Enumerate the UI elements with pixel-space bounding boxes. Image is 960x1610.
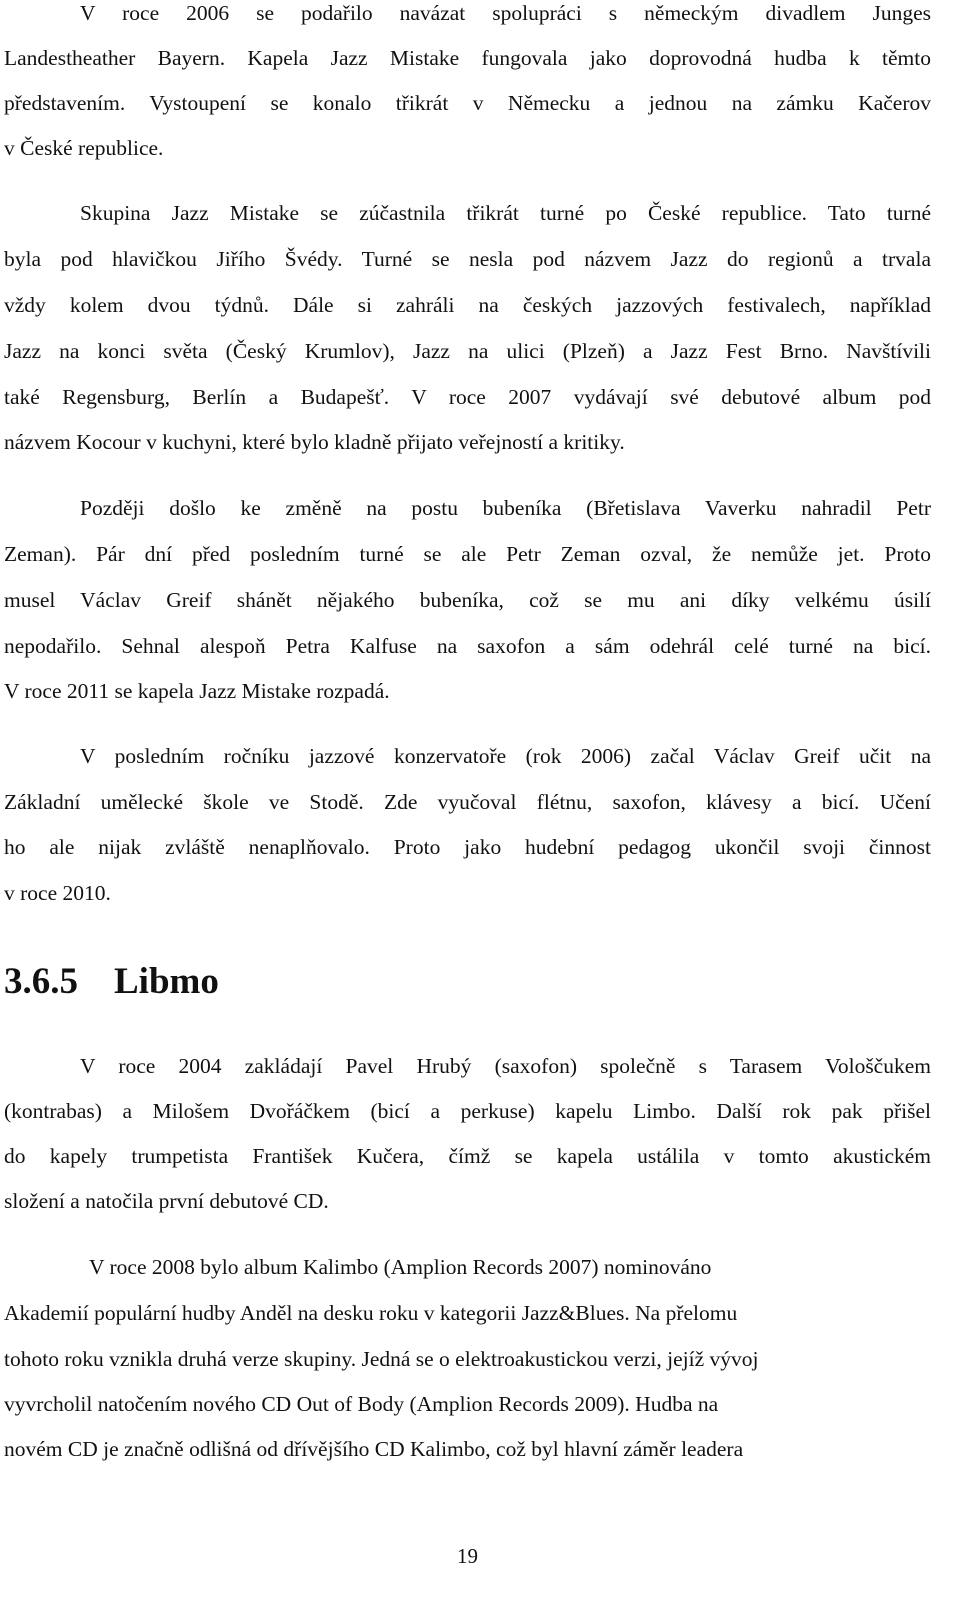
paragraph-5-line-4: složení a natočila první debutové CD. [4,1189,329,1213]
paragraph-4-line-4: v roce 2010. [4,881,111,905]
paragraph-2-line-3: vždy kolem dvou týdnů. Dále si zahráli na českých jazzových festivalech, například [4,293,931,317]
paragraph-2-line-2: byla pod hlavičkou Jiřího Švédy. Turné se nesla pod názvem Jazz do regionů a trvala [4,247,931,271]
paragraph-1-line-1: V roce 2006 se podařilo navázat spolupráci s německým divadlem Junges [80,1,931,25]
paragraph-6-line-4: vyvrcholil natočením nového CD Out of Body (Amplion Records 2009). Hudba na [4,1392,719,1416]
paragraph-3-line-2: Zeman). Pár dní před posledním turné se ale Petr Zeman ozval, že nemůže jet. Proto [4,542,931,566]
paragraph-1-line-3: představením. Vystoupení se konalo třikrát v Německu a jednou na zámku Kačerov [4,91,931,115]
paragraph-6-line-5: novém CD je značně odlišná od dřívějšího CD Kalimbo, což byl hlavní záměr leadera [4,1437,744,1461]
paragraph-3-line-3: musel Václav Greif shánět nějakého bubeníka, což se mu ani díky velkému úsilí [4,588,931,612]
paragraph-3-line-4: nepodařilo. Sehnal alespoň Petra Kalfuse na saxofon a sám odehrál celé turné na bicí. [4,634,931,658]
section-title: Libmo [114,961,219,1002]
paragraph-4-line-2: Základní umělecké škole ve Stodě. Zde vyučoval flétnu, saxofon, klávesy a bicí. Učení [4,790,931,814]
paragraph-3-line-5: V roce 2011 se kapela Jazz Mistake rozpadá. [4,679,390,703]
paragraph-6-line-3: tohoto roku vznikla druhá verze skupiny. Jedná se o elektroakustickou verzi, jejíž vývoj [4,1347,759,1371]
paragraph-4-line-3: ho ale nijak zvláště nenaplňovalo. Proto jako hudební pedagog ukončil svoji činnost [4,835,931,859]
paragraph-1-line-4: v České republice. [4,136,164,160]
paragraph-4-line-1: V posledním ročníku jazzové konzervatoře (rok 2006) začal Václav Greif učit na [80,744,931,768]
paragraph-2-line-5: také Regensburg, Berlín a Budapešť. V roce 2007 vydávají své debutové album pod [4,385,931,409]
paragraph-5-line-3: do kapely trumpetista František Kučera, čímž se kapela ustálila v tomto akustickém [4,1144,931,1168]
paragraph-2-line-4: Jazz na konci světa (Český Krumlov), Jazz na ulici (Plzeň) a Jazz Fest Brno. Navštívili [4,339,931,363]
section-heading [4,960,219,1004]
paragraph-2-line-1: Skupina Jazz Mistake se zúčastnila třikrát turné po České republice. Tato turné [80,201,931,225]
paragraph-5-line-1: V roce 2004 zakládají Pavel Hrubý (saxofon) společně s Tarasem Vološčukem [80,1054,931,1078]
paragraph-1-line-2: Landestheather Bayern. Kapela Jazz Mistake fungovala jako doprovodná hudba k těmto [4,46,931,70]
paragraph-6-line-2: Akademií populární hudby Anděl na desku roku v kategorii Jazz&Blues. Na přelomu [4,1301,738,1325]
section-number: 3.6.5 [4,961,78,1002]
paragraph-5-line-2: (kontrabas) a Milošem Dvořáčkem (bicí a perkuse) kapelu Limbo. Další rok pak přišel [4,1099,931,1123]
paragraph-6-line-1: V roce 2008 bylo album Kalimbo (Amplion Records 2007) nominováno [89,1255,712,1279]
paragraph-2-line-6: názvem Kocour v kuchyni, které bylo kladně přijato veřejností a kritiky. [4,430,625,454]
page-number: 19 [457,1544,478,1568]
paragraph-3-line-1: Později došlo ke změně na postu bubeníka (Břetislava Vaverku nahradil Petr [80,496,931,520]
